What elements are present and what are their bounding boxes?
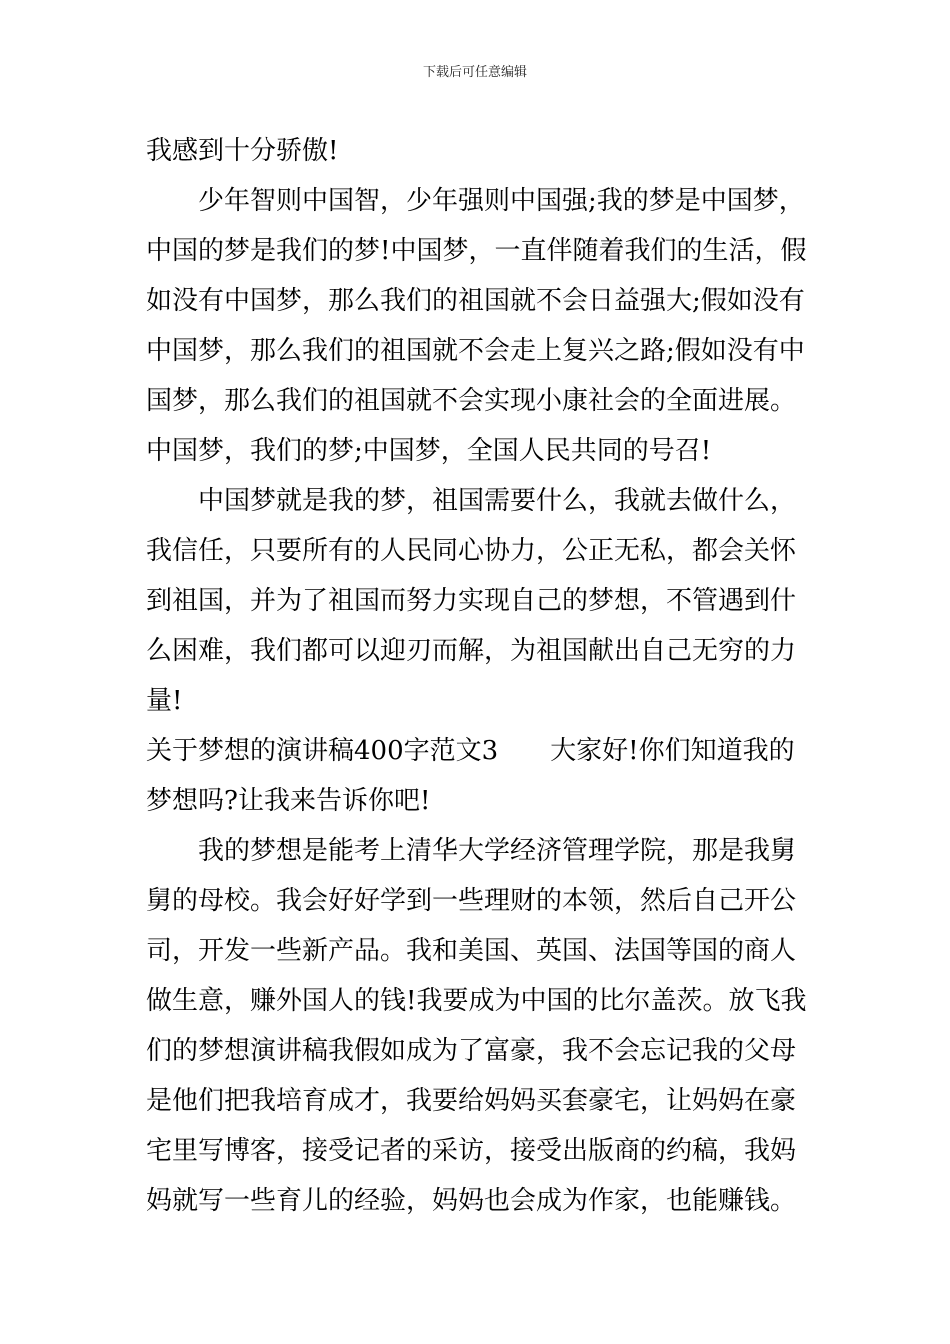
text-line: 量! bbox=[146, 686, 183, 716]
text-line: 少年智则中国智，少年强则中国强;我的梦是中国梦， bbox=[198, 186, 805, 216]
text-line: 关于梦想的演讲稿400字范文3 大家好!你们知道我的 bbox=[146, 736, 795, 766]
text-line: 中国梦就是我的梦，祖国需要什么，我就去做什么， bbox=[198, 486, 797, 516]
text-line: 宅里写博客，接受记者的采访，接受出版商的约稿，我妈 bbox=[146, 1136, 797, 1166]
text-line: 如没有中国梦，那么我们的祖国就不会日益强大;假如没有 bbox=[146, 286, 805, 316]
text-line: 做生意，赚外国人的钱!我要成为中国的比尔盖茨。放飞我 bbox=[146, 986, 807, 1016]
text-line: 们的梦想演讲稿我假如成为了富豪，我不会忘记我的父母 bbox=[146, 1036, 797, 1066]
text-line: 是他们把我培育成才，我要给妈妈买套豪宅，让妈妈在豪 bbox=[146, 1086, 797, 1116]
text-line: 到祖国，并为了祖国而努力实现自己的梦想，不管遇到什 bbox=[146, 586, 797, 616]
text-line: 我感到十分骄傲! bbox=[146, 136, 339, 166]
text-line: 么困难，我们都可以迎刃而解，为祖国献出自己无穷的力 bbox=[146, 636, 797, 666]
text-line: 司，开发一些新产品。我和美国、英国、法国等国的商人 bbox=[146, 936, 797, 966]
text-line: 中国的梦是我们的梦!中国梦，一直伴随着我们的生活，假 bbox=[146, 236, 807, 266]
text-line: 舅的母校。我会好好学到一些理财的本领，然后自己开公 bbox=[146, 886, 797, 916]
text-line: 中国梦，我们的梦;中国梦，全国人民共同的号召! bbox=[146, 436, 712, 466]
text-line: 中国梦，那么我们的祖国就不会走上复兴之路;假如没有中 bbox=[146, 336, 805, 366]
text-line: 梦想吗?让我来告诉你吧! bbox=[146, 786, 431, 816]
text-line: 我信任，只要所有的人民同心协力，公正无私，都会关怀 bbox=[146, 536, 797, 566]
text-line: 妈就写一些育儿的经验，妈妈也会成为作家，也能赚钱。 bbox=[146, 1186, 797, 1216]
page-header: 下载后可任意编辑 bbox=[422, 65, 527, 80]
text-line: 国梦，那么我们的祖国就不会实现小康社会的全面进展。 bbox=[146, 386, 797, 416]
text-line: 我的梦想是能考上清华大学经济管理学院，那是我舅 bbox=[198, 836, 797, 866]
